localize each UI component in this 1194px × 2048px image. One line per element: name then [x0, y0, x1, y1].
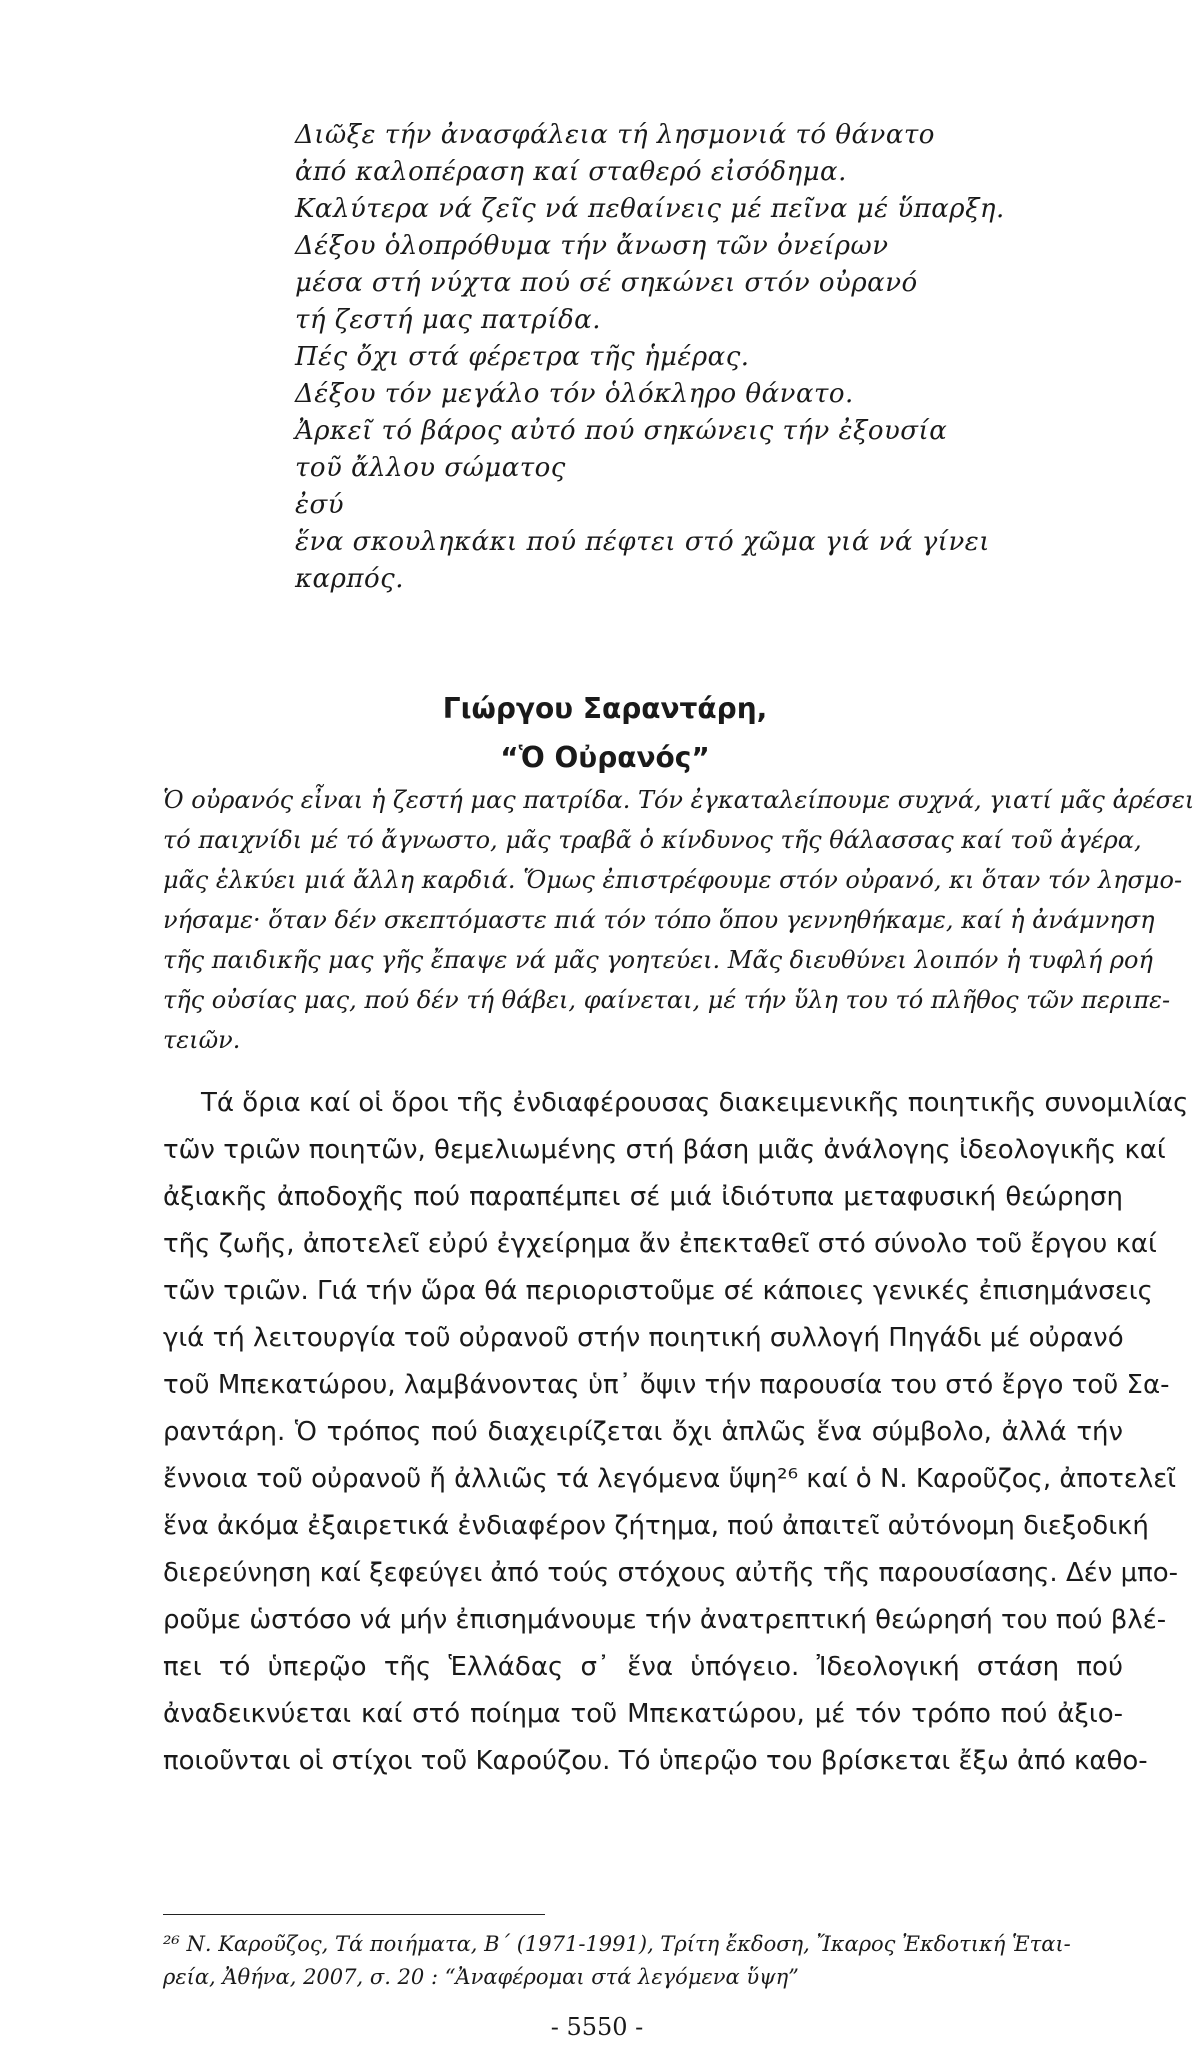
- poem-line: τοῦ ἄλλου σώματος: [295, 453, 566, 483]
- quote-line: νήσαμε· ὅταν δέν σκεπτόμαστε πιά τόν τόπο ὅπου γεννηθήκαμε, καί ἡ ἀνάμνηση: [163, 906, 1155, 934]
- footnote-line: ²⁶ Ν. Καροῦζος, Τά ποιήματα, Β΄ (1971-1991), Τρίτη ἔκδοση, Ἴκαρος Ἐκδοτική Ἑται-: [163, 1932, 1071, 1956]
- poem-line: μέσα στή νύχτα πού σέ σηκώνει στόν οὐρανό: [295, 268, 918, 298]
- poem-line: Πές ὄχι στά φέρετρα τῆς ἡμέρας.: [295, 342, 750, 372]
- poem-author-heading: Γιώργου Σαραντάρη,: [442, 692, 768, 725]
- poem-block: [295, 117, 1115, 598]
- poem-line: Ἀρκεῖ τό βάρος αὐτό πού σηκώνεις τήν ἐξουσία: [295, 416, 948, 446]
- footnote: [163, 1928, 1123, 1994]
- quote-line: μᾶς ἑλκύει μιά ἄλλη καρδιά. Ὅμως ἐπιστρέφουμε στόν οὐρανό, κι ὅταν τόν λησμο-: [163, 866, 1183, 894]
- body-line: γιά τή λειτουργία τοῦ οὐρανοῦ στήν ποιητική συλλογή Πηγάδι μέ οὐρανό: [163, 1323, 1124, 1353]
- body-line: ραντάρη. Ὁ τρόπος πού διαχειρίζεται ὄχι ἁπλῶς ἕνα σύμβολο, ἀλλά τήν: [163, 1417, 1123, 1447]
- page-number: - 5550 -: [550, 2013, 644, 2041]
- quote-line: Ὁ οὐρανός εἶναι ἡ ζεστή μας πατρίδα. Τόν ἐγκαταλείπουμε συχνά, γιατί μᾶς ἀρέσει: [163, 786, 1194, 814]
- body-line: πει τό ὑπερῷο τῆς Ἑλλάδας σ᾽ ἕνα ὑπόγειο. Ἰδεολογική στάση πού: [163, 1652, 1123, 1682]
- body-line: ποιοῦνται οἱ στίχοι τοῦ Καρούζου. Τό ὑπερῷο του βρίσκεται ἔξω ἀπό καθο-: [163, 1746, 1148, 1776]
- body-line: τοῦ Μπεκατώρου, λαμβάνοντας ὑπ᾽ ὄψιν τήν παρουσία του στό ἔργο τοῦ Σα-: [163, 1370, 1170, 1400]
- poem-title-heading: “Ὁ Οὐρανός”: [500, 741, 710, 774]
- quote-line: τειῶν.: [163, 1026, 241, 1054]
- body-line: ἀναδεικνύεται καί στό ποίημα τοῦ Μπεκατώρου, μέ τόν τρόπο πού ἀξιο-: [163, 1699, 1123, 1729]
- poem-line: τή ζεστή μας πατρίδα.: [295, 305, 602, 335]
- body-line: ροῦμε ὡστόσο νά μήν ἐπισημάνουμε τήν ἀνατρεπτική θεώρησή του πού βλέ-: [163, 1605, 1167, 1635]
- quoted-prose-block: [163, 780, 1194, 1060]
- poem-line: ἀπό καλοπέραση καί σταθερό εἰσόδημα.: [295, 157, 847, 187]
- poem-line: ἕνα σκουληκάκι πού πέφτει στό χῶμα γιά νά γίνει: [295, 527, 990, 557]
- body-line: τῶν τριῶν. Γιά τήν ὥρα θά περιοριστοῦμε σέ κάποιες γενικές ἐπισημάνσεις: [163, 1276, 1153, 1306]
- footnote-line: ρεία, Ἀθήνα, 2007, σ. 20 : “Ἀναφέρομαι στά λεγόμενα ὕψη”: [163, 1965, 799, 1989]
- body-line: Τά ὅρια καί οἱ ὅροι τῆς ἐνδιαφέρουσας διακειμενικῆς ποιητικῆς συνομιλίας: [201, 1088, 1189, 1118]
- poem-line: Διῶξε τήν ἀνασφάλεια τή λησμονιά τό θάνατο: [295, 120, 935, 150]
- quote-line: τῆς οὐσίας μας, πού δέν τή θάβει, φαίνεται, μέ τήν ὕλη του τό πλῆθος τῶν περιπε-: [163, 986, 1171, 1014]
- poem-line: Δέξου τόν μεγάλο τόν ὁλόκληρο θάνατο.: [295, 379, 854, 409]
- poem-line: Καλύτερα νά ζεῖς νά πεθαίνεις μέ πεῖνα μέ ὕπαρξη.: [295, 194, 1005, 224]
- body-line: ἕνα ἀκόμα ἐξαιρετικά ἐνδιαφέρον ζήτημα, πού ἀπαιτεῖ αὐτόνομη διεξοδική: [163, 1511, 1149, 1541]
- body-line: διερεύνηση καί ξεφεύγει ἀπό τούς στόχους αὐτῆς τῆς παρουσίασης. Δέν μπο-: [163, 1558, 1179, 1588]
- body-line: τῶν τριῶν ποιητῶν, θεμελιωμένης στή βάση μιᾶς ἀνάλογης ἰδεολογικῆς καί: [163, 1135, 1166, 1165]
- poem-line: ἐσύ: [295, 490, 345, 520]
- quote-line: τῆς παιδικῆς μας γῆς ἔπαψε νά μᾶς γοητεύει. Μᾶς διευθύνει λοιπόν ἡ τυφλή ροή: [163, 946, 1153, 974]
- poem-line: Δέξου ὁλοπρόθυμα τήν ἄνωση τῶν ὀνείρων: [295, 231, 889, 261]
- footnote-divider: [163, 1914, 545, 1915]
- body-line: ἔννοια τοῦ οὐρανοῦ ἤ ἀλλιῶς τά λεγόμενα ὕψη²⁶ καί ὁ Ν. Καροῦζος, ἀποτελεῖ: [163, 1464, 1177, 1494]
- poem-line: καρπός.: [295, 564, 404, 594]
- quote-line: τό παιχνίδι μέ τό ἄγνωστο, μᾶς τραβᾶ ὁ κίνδυνος τῆς θάλασσας καί τοῦ ἀγέρα,: [163, 826, 1142, 854]
- body-paragraph: [163, 1080, 1189, 1785]
- body-line: ἀξιακῆς ἀποδοχῆς πού παραπέμπει σέ μιά ἰδιότυπα μεταφυσική θεώρηση: [163, 1182, 1123, 1212]
- body-line: τῆς ζωῆς, ἀποτελεῖ εὐρύ ἐγχείρημα ἄν ἐπεκταθεῖ στό σύνολο τοῦ ἔργου καί: [163, 1229, 1157, 1259]
